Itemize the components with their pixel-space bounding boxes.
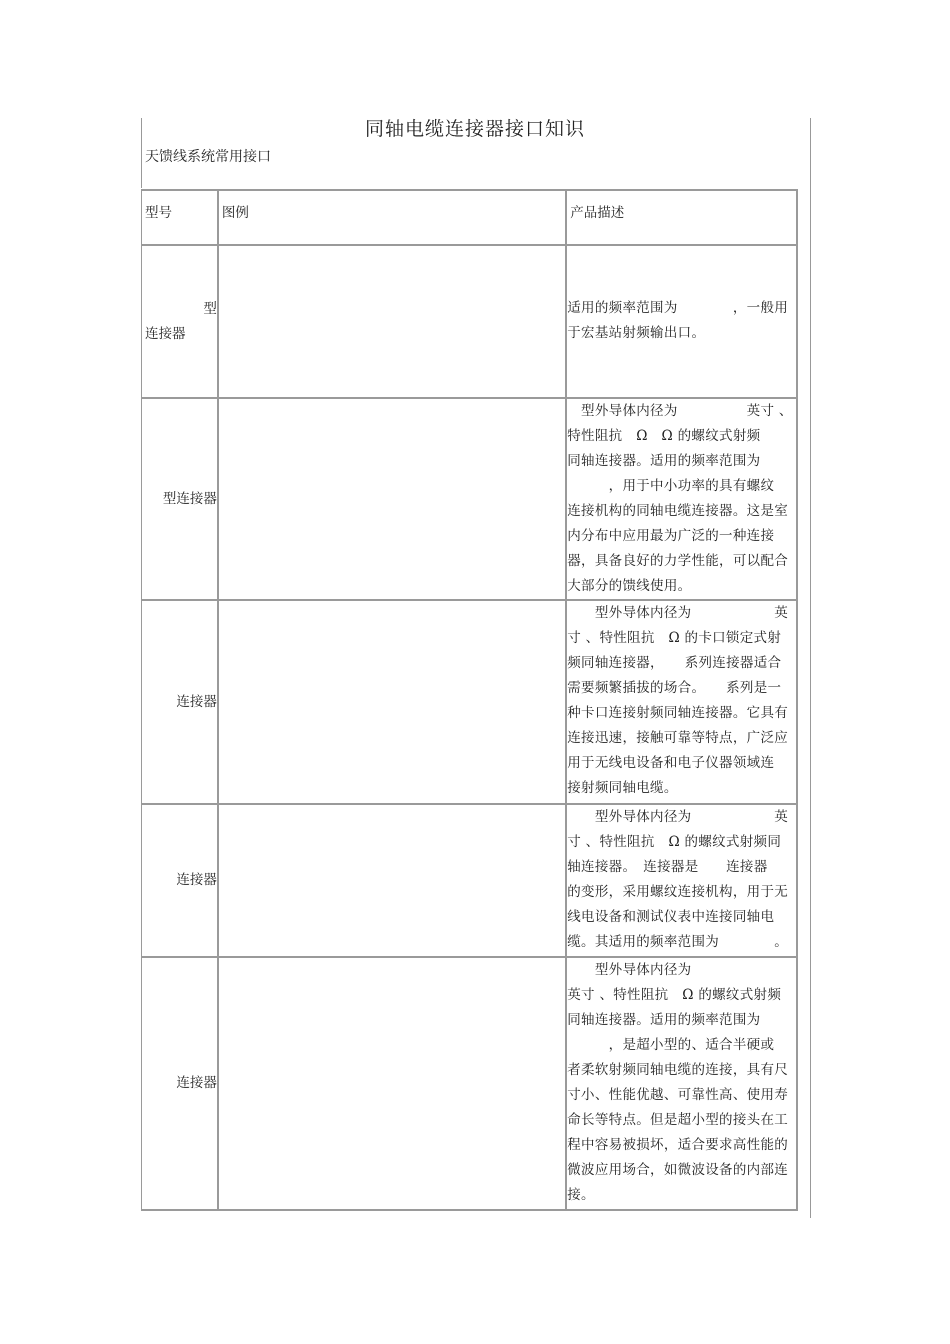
document-title: 同轴电缆连接器接口知识 <box>364 118 585 140</box>
model-cell: 连接器 <box>142 958 219 1211</box>
figure-cell <box>219 958 567 1211</box>
table-header-row <box>142 191 798 246</box>
table-row <box>142 958 798 1211</box>
model-cell: 连接器 <box>142 805 219 958</box>
model-cell: 型 连接器 <box>142 246 219 399</box>
description-cell: 型外导体内径为 英寸 、 特性阻抗 Ω Ω 的螺纹式射频 同轴连接器。适用的频率范围为 ，用于中小功率的具有螺纹 连接机构的同轴电缆连接器。这是室 内分布中应用最为广泛的一种连接 器，具备良好的力学性能，可以配合 大部分的馈线使用。 <box>567 399 798 601</box>
model-cell: 型连接器 <box>142 399 219 601</box>
table-row <box>142 601 798 805</box>
model-cell: 连接器 <box>142 601 219 805</box>
connector-table <box>141 189 798 1211</box>
table-row <box>142 399 798 601</box>
figure-cell <box>219 246 567 399</box>
figure-cell <box>219 399 567 601</box>
section-subtitle: 天馈线系统常用接口 <box>145 149 271 165</box>
table-row <box>142 805 798 958</box>
table-row <box>142 246 798 399</box>
figure-cell <box>219 601 567 805</box>
header-description: 产品描述 <box>567 191 798 246</box>
description-cell: 型外导体内径为 英 寸 、特性阻抗 Ω 的螺纹式射频同 轴连接器。 连接器是 连接器 的变形，采用螺纹连接机构，用于无 线电设备和测试仪表中连接同轴电 缆。其适用的频率范围为 。 <box>567 805 798 958</box>
description-cell: 型外导体内径为 英寸 、特性阻抗 Ω 的螺纹式射频 同轴连接器。适用的频率范围为 ，是超小型的、适合半硬或 者柔软射频同轴电缆的连接，具有尺 寸小、性能优越、可靠性高、使用寿 命长等特点。但是超小型的接头在工 程中容易被损坏，适合要求高性能的 微波应用场合，如微波设备的内部连 接。 <box>567 958 798 1211</box>
frame-border-right <box>810 118 811 1218</box>
figure-cell <box>219 805 567 958</box>
description-cell: 型外导体内径为 英 寸 、特性阻抗 Ω 的卡口锁定式射 频同轴连接器， 系列连接器适合 需要频繁插拔的场合。 系列是一 种卡口连接射频同轴连接器。它具有 连接迅速，接触可靠等特点，广泛应 用于无线电设备和电子仪器领域连 接射频同轴电缆。 <box>567 601 798 805</box>
header-figure: 图例 <box>219 191 567 246</box>
header-model: 型号 <box>142 191 219 246</box>
description-cell: 适用的频率范围为 ，一般用 于宏基站射频输出口。 <box>567 246 798 399</box>
